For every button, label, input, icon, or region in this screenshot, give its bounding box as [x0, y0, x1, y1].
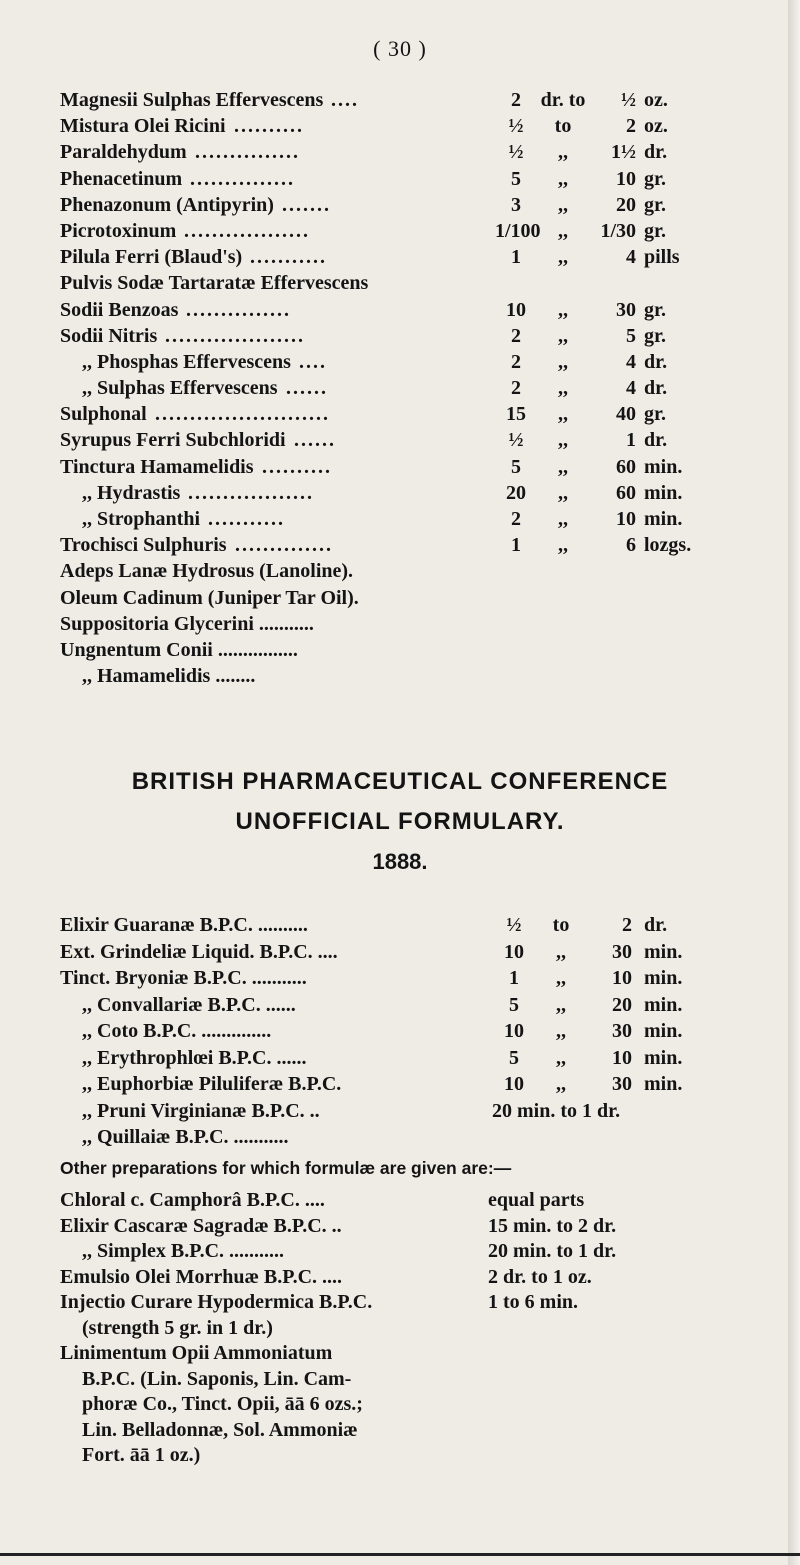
drug-name: Suppositoria Glycerini ........... [60, 612, 314, 635]
dose-min: 1/100 [495, 219, 541, 242]
dose-max: 1½ [611, 141, 636, 164]
dose-min: 10 [504, 1020, 524, 1042]
list-item [60, 1342, 772, 1368]
leader-dots: .................... [165, 324, 305, 347]
dose-range: 2 dr. to 1 oz. [488, 1265, 592, 1288]
dose-max: 1 [626, 429, 636, 452]
dose-sep: ,, [558, 141, 568, 164]
dose-sep: ,, [558, 193, 568, 216]
dose-min: 2 [511, 377, 521, 400]
preparation-name: Chloral c. Camphorâ B.P.C. .... [60, 1189, 325, 1211]
dose-unit: dr. [644, 914, 668, 936]
dose-max: 6 [626, 534, 636, 557]
dose-max: 4 [626, 246, 636, 269]
list-item [60, 1368, 772, 1394]
preparation-name: ,, Simplex B.P.C. ........... [82, 1240, 285, 1262]
dose-max: 30 [612, 1073, 632, 1095]
drug-name: ,, Convallariæ B.P.C. ...... [82, 993, 296, 1016]
drug-name: ,, Hydrastis [82, 481, 181, 504]
dose-sep: ,, [558, 403, 568, 426]
drug-name: ,, Pruni Virginianæ B.P.C. .. [82, 1099, 320, 1122]
drug-name: Sodii Benzoas [60, 298, 179, 321]
table-row [60, 508, 772, 534]
table-row [60, 115, 772, 141]
dose-min: 15 [506, 403, 526, 426]
list-item [60, 1317, 772, 1343]
table-row [60, 325, 772, 351]
leader-dots: ............... [190, 167, 295, 190]
drug-name: Paraldehydum [60, 141, 187, 164]
dose-min: 3 [511, 193, 521, 216]
dose-sep: ,, [558, 350, 568, 373]
table-row [60, 1073, 772, 1100]
table-row [60, 246, 772, 272]
dose-unit: min. [644, 1020, 683, 1042]
dose-min: 2 [511, 508, 521, 530]
preparation-name: Linimentum Opii Ammoniatum [60, 1342, 333, 1364]
dose-min: ½ [506, 914, 522, 936]
dose-min: 2 [511, 324, 521, 347]
dose-min: 1 [511, 246, 521, 269]
table-row [60, 299, 772, 325]
dose-sep: to [554, 115, 572, 138]
leader-dots: ............... [195, 141, 300, 164]
dose-min: ½ [508, 115, 524, 138]
dose-sep: ,, [558, 246, 568, 269]
table-row [60, 941, 772, 968]
section-subtitle: UNOFFICIAL FORMULARY. [235, 808, 565, 835]
table-row [60, 429, 772, 455]
table-row [60, 1126, 772, 1153]
formulary-list-official [60, 89, 772, 691]
dose-max: 10 [612, 1046, 632, 1069]
leader-dots: ............... [186, 298, 291, 321]
preparation-name: Injectio Curare Hypodermica B.P.C. [60, 1291, 373, 1313]
dose-unit: dr. [644, 350, 668, 373]
drug-name: Ext. Grindeliæ Liquid. B.P.C. .... [60, 940, 338, 963]
dose-min: 1 [511, 534, 521, 557]
dose-max: 4 [626, 350, 636, 373]
drug-name: Phenazonum (Antipyrin) [60, 193, 274, 216]
dose-unit: min. [644, 993, 683, 1016]
drug-name: Magnesii Sulphas Effervescens [60, 89, 324, 111]
dose-sep: ,, [558, 481, 568, 504]
table-row [60, 89, 772, 115]
leader-dots: .................. [188, 481, 314, 504]
dose-min: ½ [508, 141, 524, 164]
dose-max: 1/30 [600, 219, 636, 242]
dose-max: 10 [616, 167, 636, 190]
table-row [60, 1047, 772, 1074]
table-row [60, 587, 772, 613]
drug-name: Mistura Olei Ricini [60, 115, 226, 138]
leader-dots: .......... [234, 115, 304, 138]
table-row [60, 613, 772, 639]
dose-min: ½ [508, 429, 524, 452]
preparation-name: Elixir Cascaræ Sagradæ B.P.C. .. [60, 1214, 342, 1237]
dose-unit: oz. [644, 115, 668, 138]
dose-sep: ,, [556, 1046, 566, 1069]
dose-unit: min. [644, 967, 683, 989]
bottom-rule [0, 1553, 800, 1556]
table-row [60, 220, 772, 246]
table-row [60, 377, 772, 403]
dose-min: 5 [509, 1046, 519, 1069]
dose-max: 30 [616, 298, 636, 321]
leader-dots: .............. [235, 534, 333, 557]
drug-name: Adeps Lanæ Hydrosus (Lanoline). [60, 560, 354, 583]
table-row [60, 1100, 772, 1127]
table-row [60, 534, 772, 560]
dose-max: 60 [616, 481, 636, 504]
dose-unit: oz. [644, 89, 668, 111]
dose-sep: ,, [556, 1073, 566, 1095]
preparation-name: phoræ Co., Tinct. Opii, āā 6 ozs.; [82, 1393, 363, 1415]
drug-name: Tinct. Bryoniæ B.P.C. ........... [60, 967, 307, 989]
dose-max: 30 [612, 940, 632, 963]
list-item [60, 1419, 772, 1445]
list-item [60, 1215, 772, 1241]
dose-sep: ,, [556, 993, 566, 1016]
table-row [60, 272, 772, 298]
dose-unit: min. [644, 455, 683, 478]
drug-name: ,, Strophanthi [82, 508, 201, 530]
dose-unit: gr. [644, 167, 667, 190]
dose-sep: ,, [558, 167, 568, 190]
dose-max: 2 [622, 914, 632, 936]
dose-unit: lozgs. [644, 534, 692, 557]
dose-unit: gr. [644, 193, 667, 216]
other-preparations-intro: Other preparations for which formulæ are given are:— [60, 1158, 512, 1178]
dose-range: equal parts [488, 1189, 585, 1211]
drug-name: Elixir Guaranæ B.P.C. .......... [60, 914, 308, 936]
dose-unit: dr. [644, 429, 668, 452]
table-row [60, 194, 772, 220]
dose-min: 1 [509, 967, 519, 989]
drug-name: Oleum Cadinum (Juniper Tar Oil). [60, 586, 359, 609]
leader-dots: .... [331, 89, 359, 111]
dose-sep: ,, [558, 455, 568, 478]
dose-max: 10 [612, 967, 632, 989]
table-row [60, 967, 772, 994]
dose-unit: dr. [644, 141, 668, 164]
dose-max: 2 [626, 115, 636, 138]
leader-dots: ......................... [155, 403, 330, 426]
dose-unit: gr. [644, 324, 667, 347]
dose-sep: to [552, 914, 570, 936]
dose-unit: gr. [644, 298, 667, 321]
dose-range: 1 to 6 min. [488, 1291, 578, 1313]
drug-name: Sodii Nitris [60, 324, 158, 347]
table-row [60, 403, 772, 429]
dose-max: 20 [612, 993, 632, 1016]
dose-sep: ,, [558, 534, 568, 557]
dose-max: 20 [616, 193, 636, 216]
list-item [60, 1189, 772, 1215]
dose-unit: gr. [644, 219, 667, 242]
table-row [60, 639, 772, 665]
dose-max: 10 [616, 508, 636, 530]
dose-min: 20 [506, 481, 526, 504]
dose-max: 30 [612, 1020, 632, 1042]
drug-name: Sulphonal [60, 403, 147, 426]
leader-dots: ...... [286, 377, 328, 400]
dose-min: 2 [511, 89, 521, 111]
drug-name: ,, Coto B.P.C. .............. [82, 1020, 272, 1042]
dose-max: 5 [626, 324, 636, 347]
leader-dots: ........... [208, 508, 285, 530]
dose-min: 10 [504, 940, 524, 963]
other-preparations-list [60, 1189, 772, 1470]
list-item [60, 1240, 772, 1266]
leader-dots: .......... [262, 455, 332, 478]
dose-unit: min. [644, 940, 683, 963]
leader-dots: .... [299, 350, 327, 373]
dose-sep: ,, [558, 298, 568, 321]
preparation-name: B.P.C. (Lin. Saponis, Lin. Cam- [82, 1367, 352, 1390]
page-number: ( 30 ) [373, 36, 427, 61]
dose-min: 10 [506, 298, 526, 321]
dose-sep: ,, [558, 377, 568, 400]
drug-name: Syrupus Ferri Subchloridi [60, 429, 286, 452]
leader-dots: ...... [294, 429, 336, 452]
table-row [60, 1020, 772, 1047]
drug-name: Trochisci Sulphuris [60, 534, 227, 557]
dose-sep: ,, [558, 508, 568, 530]
dose-max: 4 [626, 377, 636, 400]
drug-name: ,, Erythrophlœi B.P.C. ...... [82, 1046, 307, 1069]
dose-sep: ,, [556, 967, 566, 989]
dose-min: 5 [509, 993, 519, 1016]
dose-unit: pills [644, 246, 680, 269]
preparation-name: Fort. āā 1 oz.) [82, 1444, 201, 1466]
table-row [60, 456, 772, 482]
drug-name: Picrotoxinum [60, 219, 177, 242]
preparation-name: (strength 5 gr. in 1 dr.) [82, 1316, 273, 1339]
drug-name: Pilula Ferri (Blaud's) [60, 246, 243, 269]
dose-min: 5 [511, 167, 521, 190]
dose-range: 20 min. to 1 dr. [488, 1240, 617, 1262]
leader-dots: ........... [250, 246, 327, 269]
preparation-name: Emulsio Olei Morrhuæ B.P.C. .... [60, 1265, 343, 1288]
dose-sep: ,, [556, 1020, 566, 1042]
leader-dots: ....... [282, 193, 331, 216]
dose-range: 15 min. to 2 dr. [488, 1214, 617, 1237]
drug-name: ,, Quillaiæ B.P.C. ........... [82, 1126, 289, 1148]
section-title: BRITISH PHARMACEUTICAL CONFERENCE [131, 768, 669, 795]
drug-name: Pulvis Sodæ Tartaratæ Effervescens [60, 272, 369, 295]
list-item [60, 1393, 772, 1419]
drug-name: Ungnentum Conii ................ [60, 638, 298, 661]
drug-name: ,, Hamamelidis ........ [82, 665, 256, 688]
dose-sep: ,, [556, 940, 566, 963]
dose-max: 40 [616, 403, 636, 426]
table-row [60, 560, 772, 586]
list-item [60, 1266, 772, 1292]
drug-name: ,, Euphorbiæ Piluliferæ B.P.C. [82, 1073, 342, 1095]
dose-sep: dr. to [540, 89, 586, 111]
dose-unit: min. [644, 1073, 683, 1095]
drug-name: ,, Phosphas Effervescens [82, 350, 291, 373]
dose-unit: min. [644, 508, 683, 530]
dose-sep: ,, [558, 219, 568, 242]
dose-max: 60 [616, 455, 636, 478]
dose-range: 20 min. to 1 dr. [492, 1099, 621, 1122]
dose-unit: dr. [644, 377, 668, 400]
dose-sep: ,, [558, 324, 568, 347]
drug-name: Phenacetinum [60, 167, 183, 190]
list-item [60, 1291, 772, 1317]
dose-unit: min. [644, 481, 683, 504]
dose-max: ½ [621, 89, 636, 111]
preparation-name: Lin. Belladonnæ, Sol. Ammoniæ [82, 1418, 358, 1441]
dose-unit: min. [644, 1046, 683, 1069]
section-year: 1888. [372, 849, 428, 874]
table-row [60, 914, 772, 941]
table-row [60, 665, 772, 691]
dose-min: 5 [511, 455, 521, 478]
table-row [60, 482, 772, 508]
table-row [60, 994, 772, 1021]
table-row [60, 351, 772, 377]
formulary-list-unofficial [60, 914, 772, 1153]
dose-min: 2 [511, 350, 521, 373]
table-row [60, 168, 772, 194]
leader-dots: .................. [184, 219, 310, 242]
list-item [60, 1444, 772, 1470]
dose-sep: ,, [558, 429, 568, 452]
drug-name: ,, Sulphas Effervescens [82, 377, 278, 400]
dose-unit: gr. [644, 403, 667, 426]
drug-name: Tinctura Hamamelidis [60, 455, 254, 478]
table-row [60, 141, 772, 167]
dose-min: 10 [504, 1073, 524, 1095]
